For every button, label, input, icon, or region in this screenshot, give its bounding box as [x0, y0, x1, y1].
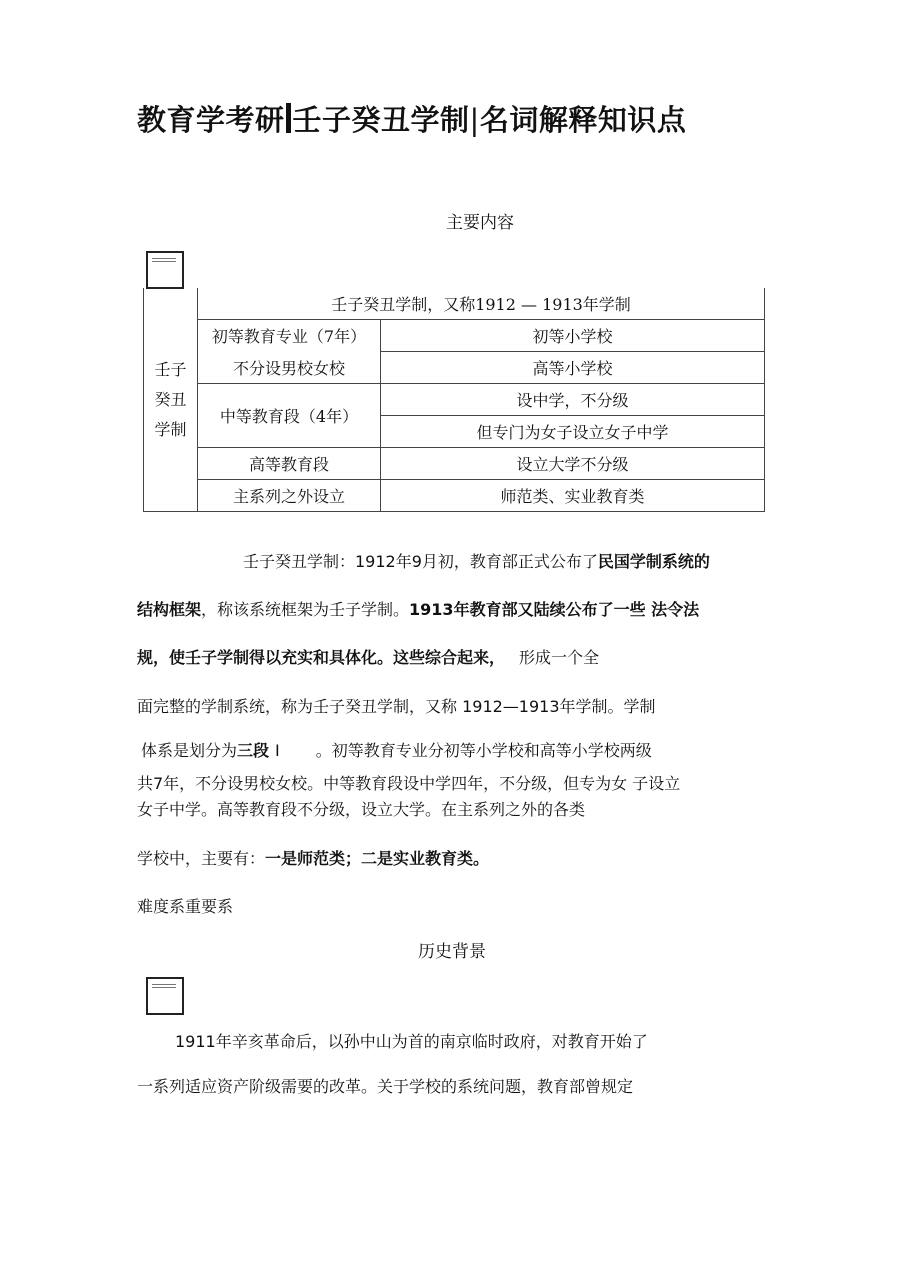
primary-school-b: 高等小学校: [381, 352, 765, 384]
image-placeholder-icon: [146, 251, 184, 289]
title-separator: |: [469, 103, 480, 137]
body-line-5: 体系是划分为三段 I 。初等教育专业分初等小学校和高等小学校两级: [141, 741, 652, 760]
history-line-2: 一系列适应资产阶级需要的改革。关于学校的系统问题，教育部曾规定: [137, 1077, 634, 1096]
title-part-1: 教育学考研: [137, 103, 285, 137]
primary-label-a: 初等教育专业（7年）: [198, 320, 381, 352]
higher-label: 高等教育段: [198, 448, 381, 480]
secondary-value-b: 但专门为女子设立女子中学: [381, 416, 765, 448]
other-label: 主系列之外设立: [198, 480, 381, 512]
higher-value: 设立大学不分级: [381, 448, 765, 480]
title-divider: [286, 103, 291, 133]
body-line-4: 面完整的学制系统，称为壬子癸丑学制，又称 1912—1913年学制。学制: [137, 697, 656, 716]
secondary-value-a: 设中学，不分级: [381, 384, 765, 416]
body-line-8: 学校中，主要有：一是师范类；二是实业教育类。: [137, 849, 490, 868]
other-value: 师范类、实业教育类: [381, 480, 765, 512]
title-part-2: 壬子癸丑学制: [292, 103, 470, 137]
body-line-2: 结构框架，称该系统框架为壬子学制。1913年教育部又陆续公布了一些 法令法: [137, 600, 700, 619]
primary-label-b: 不分设男校女校: [198, 352, 381, 384]
table-header-cell: 壬子癸丑学制，又称1912 — 1913年学制: [198, 288, 765, 320]
primary-school-a: 初等小学校: [381, 320, 765, 352]
body-line-1: 壬子癸丑学制：1912年9月初，教育部正式公布了民国学制系统的: [243, 552, 710, 571]
body-line-7: 女子中学。高等教育段不分级，设立大学。在主系列之外的各类: [137, 800, 586, 819]
image-placeholder-icon: [146, 977, 184, 1015]
body-line-9: 难度系重要系: [137, 897, 234, 916]
page-title: [137, 98, 686, 139]
section-heading-history: 历史背景: [418, 942, 486, 962]
table-side-label: 壬子 癸丑 学制: [144, 288, 198, 512]
section-heading-main-content: 主要内容: [446, 213, 514, 233]
history-line-1: 1911年辛亥革命后，以孙中山为首的南京临时政府，对教育开始了: [175, 1032, 648, 1051]
secondary-label: 中等教育段（4年）: [198, 384, 381, 448]
body-line-6: 共7年，不分设男校女校。中等教育段设中学四年，不分级，但专为女 子设立: [137, 774, 681, 793]
title-part-3: 名词解释知识点: [479, 103, 687, 137]
school-system-table: [143, 288, 765, 512]
body-line-3: 规，使壬子学制得以充实和具体化。这些综合起来， 形成一个全: [137, 648, 600, 667]
